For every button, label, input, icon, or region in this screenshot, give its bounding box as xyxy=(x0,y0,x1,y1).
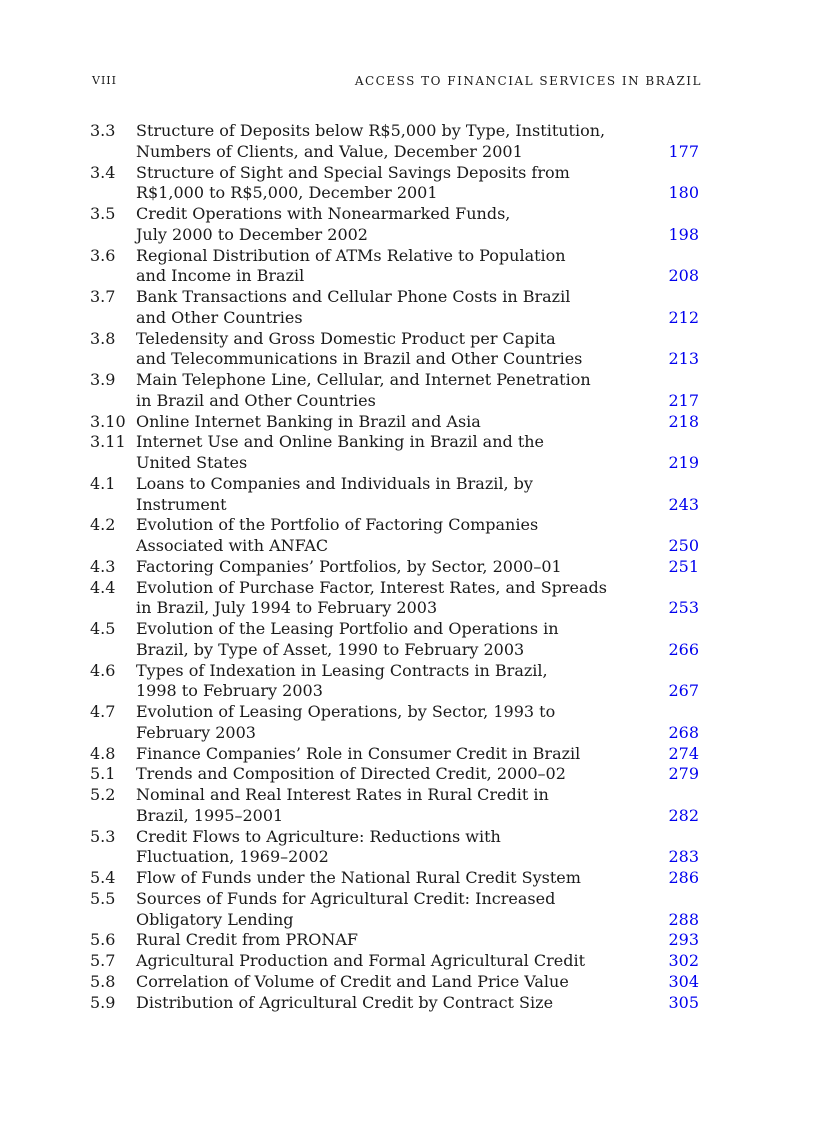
entry-page-link[interactable]: 251 xyxy=(668,556,699,576)
entry-title-line: Structure of Sight and Special Savings Deposits from xyxy=(136,162,570,182)
entry-title-line: Instrument xyxy=(136,494,227,514)
page-folio: VIII xyxy=(92,74,117,87)
entry-number: 3.5 xyxy=(90,204,116,223)
toc-entry xyxy=(90,619,702,661)
entry-number: 4.5 xyxy=(90,619,116,638)
entry-number: 4.6 xyxy=(90,660,116,680)
toc-entry xyxy=(90,827,702,869)
entry-page-link[interactable]: 253 xyxy=(668,598,699,618)
toc-entry xyxy=(90,764,702,785)
entry-page-link[interactable]: 218 xyxy=(668,411,699,431)
entry-title-line: Finance Companies’ Role in Consumer Credit in Brazil xyxy=(136,743,581,763)
toc-entry xyxy=(90,246,702,288)
entry-title-line: 1998 to February 2003 xyxy=(136,681,323,701)
entry-title xyxy=(136,619,639,661)
entry-number: 3.3 xyxy=(90,121,116,140)
table-of-figures xyxy=(90,121,702,1013)
entry-title-line: Loans to Companies and Individuals in Brazil, by xyxy=(136,473,533,493)
entry-title-line: Credit Operations with Nonearmarked Funds, xyxy=(136,204,511,223)
entry-title-line: Brazil, 1995–2001 xyxy=(136,805,284,825)
entry-title-line: Main Telephone Line, Cellular, and Internet Penetration xyxy=(136,370,591,389)
entry-number: 4.1 xyxy=(90,473,116,493)
entry-title-line: Bank Transactions and Cellular Phone Costs in Brazil xyxy=(136,287,571,306)
entry-title xyxy=(136,785,639,827)
entry-title xyxy=(136,930,639,951)
entry-title-line: Correlation of Volume of Credit and Land Price Value xyxy=(136,971,569,991)
entry-number: 5.3 xyxy=(90,826,116,846)
toc-entry xyxy=(90,474,702,516)
entry-page-link[interactable]: 274 xyxy=(668,743,699,763)
entry-title xyxy=(136,412,639,433)
entry-page-link[interactable]: 208 xyxy=(668,266,699,286)
toc-entry xyxy=(90,951,702,972)
toc-entry xyxy=(90,993,702,1014)
entry-number: 4.4 xyxy=(90,577,116,597)
toc-entry xyxy=(90,412,702,433)
entry-title-line: Regional Distribution of ATMs Relative to Population xyxy=(136,245,566,265)
toc-entry xyxy=(90,515,702,557)
entry-title-line: Evolution of the Leasing Portfolio and Operations in xyxy=(136,619,559,638)
toc-entry xyxy=(90,868,702,889)
entry-title-line: Factoring Companies’ Portfolios, by Sector, 2000–01 xyxy=(136,556,562,576)
entry-page-link[interactable]: 243 xyxy=(668,494,699,514)
entry-title xyxy=(136,951,639,972)
entry-page-link[interactable]: 213 xyxy=(668,349,699,369)
entry-title-line: Distribution of Agricultural Credit by Contract Size xyxy=(136,992,554,1012)
entry-page-link[interactable]: 198 xyxy=(668,224,699,244)
page-header xyxy=(92,74,702,92)
entry-title xyxy=(136,432,639,474)
entry-number: 5.5 xyxy=(90,888,116,908)
entry-title xyxy=(136,744,639,765)
entry-title xyxy=(136,204,639,246)
entry-title-line: Obligatory Lending xyxy=(136,909,294,929)
entry-title-line: Rural Credit from PRONAF xyxy=(136,930,359,950)
entry-title xyxy=(136,515,639,557)
entry-title xyxy=(136,287,639,329)
entry-title-line: Brazil, by Type of Asset, 1990 to February 2003 xyxy=(136,639,525,659)
entry-page-link[interactable]: 217 xyxy=(668,390,699,410)
entry-number: 3.8 xyxy=(90,328,116,348)
entry-page-link[interactable]: 288 xyxy=(668,909,699,929)
entry-title-line: Numbers of Clients, and Value, December 2001 xyxy=(136,141,523,161)
entry-number: 3.11 xyxy=(90,432,126,452)
entry-page-link[interactable]: 267 xyxy=(668,681,699,701)
entry-page-link[interactable]: 279 xyxy=(668,764,699,784)
entry-page-link[interactable]: 268 xyxy=(668,722,699,742)
toc-entry xyxy=(90,889,702,931)
entry-number: 3.6 xyxy=(90,245,116,265)
entry-title-line: July 2000 to December 2002 xyxy=(136,224,368,244)
entry-title-line: Nominal and Real Interest Rates in Rural Credit in xyxy=(136,785,549,804)
toc-entry xyxy=(90,432,702,474)
toc-entry xyxy=(90,744,702,765)
entry-title xyxy=(136,329,639,371)
running-title: ACCESS TO FINANCIAL SERVICES IN BRAZIL xyxy=(354,74,702,88)
entry-title-line: Evolution of Leasing Operations, by Sector, 1993 to xyxy=(136,702,556,721)
entry-title-line: Online Internet Banking in Brazil and Asia xyxy=(136,411,481,431)
entry-page-link[interactable]: 293 xyxy=(668,930,699,950)
entry-number: 3.10 xyxy=(90,411,126,431)
entry-title-line: Teledensity and Gross Domestic Product per Capita xyxy=(136,328,556,348)
entry-title xyxy=(136,557,639,578)
toc-entry xyxy=(90,557,702,578)
entry-number: 5.4 xyxy=(90,868,116,887)
toc-entry xyxy=(90,578,702,620)
entry-title-line: Evolution of Purchase Factor, Interest Rates, and Spreads xyxy=(136,577,607,597)
entry-page-link[interactable]: 305 xyxy=(668,992,699,1012)
entry-number: 5.7 xyxy=(90,951,116,970)
entry-title-line: Trends and Composition of Directed Credit, 2000–02 xyxy=(136,764,566,784)
entry-title-line: Credit Flows to Agriculture: Reductions with xyxy=(136,826,501,846)
entry-title xyxy=(136,972,639,993)
entry-title-line: Internet Use and Online Banking in Brazil and the xyxy=(136,432,545,452)
entry-page-link[interactable]: 212 xyxy=(668,307,699,327)
entry-title-line: February 2003 xyxy=(136,722,256,742)
entry-page-link[interactable]: 283 xyxy=(668,847,699,867)
entry-title xyxy=(136,827,639,869)
entry-title xyxy=(136,868,639,889)
entry-title-line: R$1,000 to R$5,000, December 2001 xyxy=(136,183,438,203)
entry-title xyxy=(136,370,639,412)
entry-page-link[interactable]: 219 xyxy=(668,453,699,472)
entry-title-line: Structure of Deposits below R$5,000 by Type, Institution, xyxy=(136,121,606,140)
entry-title-line: Associated with ANFAC xyxy=(136,536,329,555)
entry-number: 5.2 xyxy=(90,785,116,804)
entry-number: 4.2 xyxy=(90,515,116,535)
entry-title xyxy=(136,764,639,785)
toc-entry xyxy=(90,163,702,205)
entry-number: 5.8 xyxy=(90,971,116,991)
toc-entry xyxy=(90,785,702,827)
entry-title-line: in Brazil, July 1994 to February 2003 xyxy=(136,598,438,618)
entry-page-link[interactable]: 304 xyxy=(668,971,699,991)
toc-entry xyxy=(90,329,702,371)
entry-title-line: Sources of Funds for Agricultural Credit: Increased xyxy=(136,888,556,908)
entry-number: 5.6 xyxy=(90,930,116,950)
entry-title-line: Flow of Funds under the National Rural Credit System xyxy=(136,868,581,887)
entry-title-line: in Brazil and Other Countries xyxy=(136,390,376,410)
toc-entry xyxy=(90,702,702,744)
entry-page-link[interactable]: 250 xyxy=(668,536,699,555)
entry-number: 4.8 xyxy=(90,743,116,763)
entry-title xyxy=(136,246,639,288)
entry-page-link[interactable]: 286 xyxy=(668,868,699,887)
entry-title xyxy=(136,121,639,163)
entry-title-line: Types of Indexation in Leasing Contracts in Brazil, xyxy=(136,660,548,680)
entry-page-link[interactable]: 180 xyxy=(668,183,699,203)
entry-number: 4.3 xyxy=(90,556,116,576)
entry-title-line: Fluctuation, 1969–2002 xyxy=(136,847,329,867)
toc-entry xyxy=(90,121,702,163)
entry-number: 3.7 xyxy=(90,287,116,306)
entry-title xyxy=(136,163,639,205)
entry-number: 3.4 xyxy=(90,162,116,182)
entry-page-link[interactable]: 177 xyxy=(668,141,699,161)
entry-number: 5.1 xyxy=(90,764,116,784)
entry-title-line: and Other Countries xyxy=(136,307,303,327)
toc-entry xyxy=(90,661,702,703)
entry-number: 4.7 xyxy=(90,702,116,721)
entry-page-link[interactable]: 282 xyxy=(668,805,699,825)
entry-title-line: Agricultural Production and Formal Agricultural Credit xyxy=(136,951,586,970)
entry-number: 5.9 xyxy=(90,992,116,1012)
entry-title-line: and Income in Brazil xyxy=(136,266,305,286)
entry-title-line: United States xyxy=(136,453,248,472)
entry-page-link[interactable]: 266 xyxy=(668,639,699,659)
entry-number: 3.9 xyxy=(90,370,116,389)
toc-entry xyxy=(90,930,702,951)
toc-entry xyxy=(90,972,702,993)
entry-title xyxy=(136,702,639,744)
entry-title xyxy=(136,474,639,516)
entry-title-line: Evolution of the Portfolio of Factoring Companies xyxy=(136,515,539,535)
entry-page-link[interactable]: 302 xyxy=(668,951,699,970)
entry-title xyxy=(136,993,639,1014)
entry-title xyxy=(136,578,639,620)
entry-title xyxy=(136,661,639,703)
toc-entry xyxy=(90,370,702,412)
toc-entry xyxy=(90,204,702,246)
toc-entry xyxy=(90,287,702,329)
entry-title xyxy=(136,889,639,931)
entry-title-line: and Telecommunications in Brazil and Other Countries xyxy=(136,349,583,369)
